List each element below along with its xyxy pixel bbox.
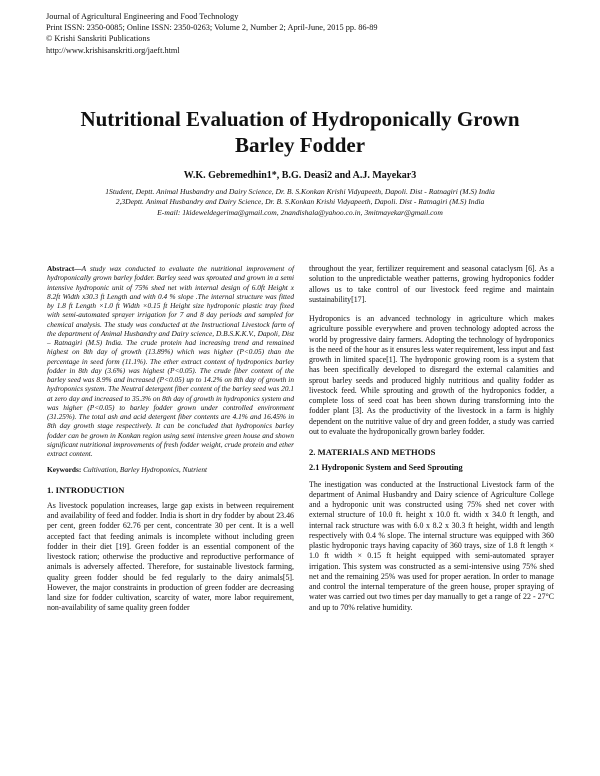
- left-column: [47, 264, 294, 614]
- journal-name: Journal of Agricultural Engineering and Food Technology: [46, 12, 239, 21]
- journal-url[interactable]: http://www.krishisanskriti.org/jaeft.html: [46, 45, 180, 55]
- section-heading-materials-methods: 2. MATERIALS AND METHODS: [309, 447, 436, 457]
- abstract-label: Abstract—: [47, 264, 82, 273]
- journal-header: [46, 11, 378, 56]
- affiliation-2: 2,3Deptt. Animal Husbandry and Dairy Science, Dr. B. S.Konkan Krishi Vidyapeeth, Dapoli. Dist - Ratnagiri (M.S) India: [115, 197, 485, 207]
- section-heading-introduction: 1. INTRODUCTION: [47, 484, 125, 495]
- author-list: W.K. Gebremedhin1*, B.G. Deasi2 and A.J. Mayekar3: [183, 170, 417, 181]
- subsection-heading-hydroponic-system: 2.1 Hydroponic System and Seed Sprouting: [309, 463, 463, 473]
- introduction-paragraph-2: Hydroponics is an advanced technology in agriculture which makes agriculture possible everywhere and proven technology adopted across the world by progressive dairy farmers. Adopting the technology of hydroponics is the need of the hour as it ensures less water requirement, less input and fast growth in limited space[1]. The hydroponic growing room is a system that has been specifically developed to disregard the external calamities and sprout barley seeds and produced highly nutritious and quality fodder as livestock feed. While sprouting and growth of the hydroponics fodder, a complete loss of seed coat has been shown during transforming into the fodder plant [3]. As the productivity of the livestock in a farm is highly dependent on the nutritive value of dry and green fodder, a study was carried out to evaluate the hydroponically grown barley fodder.: [309, 314, 554, 436]
- affiliations: [0, 187, 600, 218]
- introduction-paragraph-1: As livestock population increases, large gap exists in between requirement and availability of feed and fodder. India is short in dry fodder by about 23.46 per cent, green fodder 62.76 per cent, concentrate 30 per cent. It is a well accepted fact that feeding animals is incomplete without including green fodder in their diet [19]. Green fodder is an essential component of the livestock ration; otherwise the productive and reproductive performance of animals is adversely affected. Therefore, for sustainable livestock farming, quality green fodder should be fed regularly to the dairy animals[5]. However, the major constraints in production of green fodder are decreasing land size for fodder cultivation, scarcity of water, more labor requirement, non-availability of same quality green fodder: [47, 500, 294, 613]
- abstract: [47, 264, 294, 458]
- methods-paragraph-1: The inestigation was conducted at the Instructional Livestock farm of the department of Animal Husbandry and Dairy science of Agriculture College and a hydroponic unit was constructed using 75% shed net cover with external structure of 10.0 ft. height x 10.0 ft. width x 34.0 ft length, and internal rack structure was with 6.0 x 8.2 x 30.3 ft height, width and length respectively with 0.4 % slope. The internal structure was equipped with 360 plastic hydroponic trays having capacity of 360 trays, size of 1.8 ft length × 1.0 ft width × 0.15 ft height equipped with semi-automated sprayer irrigation. This system was constructed as a semi-intensive using 75% shed net and the remaining 25% was used for proper aeration. In order to manage and control the internal temperature of the green house, proper spraying of water was carried out two times per day manually to get a range of 22 - 27°C and up to 70% relative humidity.: [309, 479, 554, 612]
- keywords: [47, 465, 294, 474]
- affiliation-1: 1Student, Deptt. Animal Husbandry and Dairy Science, Dr. B. S.Konkan Krishi Vidyapeeth, Dapoli. Dist - Ratnagiri (M.S) India: [105, 187, 495, 196]
- issn-line: Print ISSN: 2350-0085; Online ISSN: 2350-0263; Volume 2, Number 2; April-June, 2015 pp. 86-89: [46, 23, 378, 33]
- keywords-label: Keywords:: [47, 465, 82, 475]
- right-column: [309, 264, 554, 613]
- copyright-line: © Krishi Sanskriti Publications: [46, 34, 150, 44]
- paper-title: Nutritional Evaluation of Hydroponically Grown Barley Fodder: [80, 107, 520, 157]
- abstract-text: A study wax conducted to evaluate the nutritional improvement of hydroponically grown barley fodder. Barley seed was sprouted and grown in a semi intensive hydroponic unit of 75% shed net with internal design of 6.0ft Height x 8.2ft Width x30.3 ft Length and with 0.4 % slope .The internal structure was fitted by 1.8 ft Length ×1.0 ft Width ×0.15 ft Height size hydroponic plastic tray fixed with semi-automated sprayer irrigation for 7 and 8 day periods and sampled for chemical analysis. The study was conducted at the Instructional Livestock farm of the department of Animal Husbandry and Dairy science, D.B.S.K.K.V., Dapoli, Dist – Ratnagiri (M.S) India. The crude protein had increasing trend and remained highest on 8th day of growth (13.89%) which was higher (P<0.05) than the percentage in seed form (11.1%). The ether extract content of hydroponics barley fodder in 8th day (3.6%) was highest (P<0.05). The crude fiber content of the barley seed was 8.9% and increased (P<0.05) up to 14.2% on 8th day of growth in hydroponics system. The Neutral detergent fiber content of the barley seed was 20.1 at zero day and increased to 35.3% on 8th day of growth in hydroponics system and was higher (P<0.05) to barley fodder grown under controlled environment (31.25%). The total ash and acid detergent fiber contents are 4.1% and 16.45% in 8th day growth stage respectively. It can be concluded that hydroponics barley fodder can be grown in Konkan region using semi intensive green house and shown significant nutritional improvements of fresh fodder weight, crude protein and ether extract content.: [47, 264, 294, 458]
- email-line: E-mail: 1kideweldegerima@gmail.com, 2nandishala@yahoo.co.in, 3mitmayekar@gmail.com: [157, 207, 443, 217]
- keywords-text: Cultivation, Barley Hydroponics, Nutrient: [81, 465, 208, 475]
- introduction-paragraph-1-continued: throughout the year, fertilizer requirement and seasonal cataclysm [6]. As a solution to the unpredictable weather patterns, growing hydroponics fodder allows us to take control of our livestock feed regime and maintain sustainability[17].: [309, 264, 554, 304]
